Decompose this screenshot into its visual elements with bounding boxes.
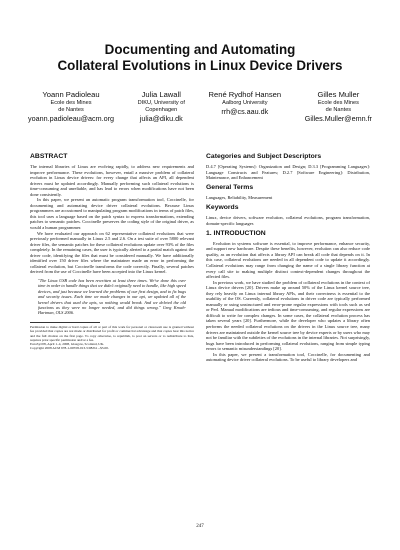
author-email: yoann.padioleau@acm.org: [28, 114, 115, 123]
title-line-1: Documenting and Automating: [104, 42, 296, 57]
abstract-paragraph-1: The internal libraries of Linux are evolving rapidly, to address new requirements and improve performance. These evolutions, however, entail a massive problem of collateral evolution in Linux device drivers: for every change that affects an API, all dependent drivers must be updated accordingly. Manually performing such collateral evolutions is time-consuming and unreliable, and has lead to errors when modifications have not been done consistently.: [30, 164, 194, 197]
introduction-paragraph-1: Evolution in systems software is essential, to improve performance, enhance security, and support new hardware. Despite these benefits, however, evolution can also reduce code quality, as an evolution that affects a library API can break all code that depends on it. In this case, collateral evolutions are needed in all dependent code to update it accordingly. Collateral evolutions may range from changing the name of a single library function at every call site to making multiple distinct context-dependent changes throughout the affected files.: [206, 240, 370, 280]
author-padioleau: [28, 90, 114, 123]
author-email: rrh@cs.aau.dk: [221, 107, 269, 116]
abstract-paragraph-3: We have evaluated our approach on 62 representative collateral evolutions that were previously performed manually in Linux 2.5 and 2.6. On a test suite of over 5800 relevant driver files, the semantic patches for these collateral evolutions update over 93% of the files completely. In the remaining cases, the user is typically alerted to a partial match against the driver code, identifying the files that must be considered manually. We have additionally identified over 150 driver files where the maintainer made an error in performing the collateral evolution, but Coccinelle transforms the code correctly. Finally, several patches derived from the use of Coccinelle have been accepted into the Linux kernel.: [30, 230, 194, 275]
copyright-line: Copyright 2008 ACM 978-1-60558-013-5/08/04 ...$5.00.: [30, 346, 109, 351]
abstract-heading: ABSTRACT: [30, 153, 68, 160]
author-affiliation: de Nantes: [325, 107, 352, 113]
author-email: julia@diku.dk: [139, 114, 183, 123]
author-affiliation: DIKU, University of: [137, 100, 185, 106]
author-name: René Rydhof Hansen: [208, 90, 282, 99]
venue-line: EuroSys'08, April 1–4, 2008, Glasgow, Scotland, UK.: [30, 342, 105, 347]
right-column: [206, 152, 370, 363]
author-affiliation: de Nantes: [58, 107, 84, 113]
introduction-paragraph-3: In this paper, we present a transformation tool, Coccinelle, for documenting and automating device driver collateral evolutions. To be useful to library developers and: [206, 351, 370, 363]
author-affiliation: Ecole des Mines: [317, 100, 359, 106]
author-hansen: [209, 90, 282, 123]
keywords-text: Linux, device drivers, software evolution, collateral evolutions, program transformation, domain-specific languages: [206, 215, 370, 226]
author-block: [28, 90, 372, 123]
epigraph-quote: "The Linux USB code has been rewritten at least three times. We've done this over time in order to handle things that we didn't originally need to handle, like high speed devices, and just because we learned the problems of our first design, and to fix bugs and security issues. Each time we made changes in our api, we updated all of the kernel drivers that used the apis, so nothing would break. And we deleted the old functions as they were no longer needed, and did things wrong." Greg Kroah-Hartman, OLS 2006.: [38, 277, 186, 316]
author-name: Julia Lawall: [141, 90, 181, 99]
author-lawall: [138, 90, 185, 123]
permission-notice: Permission to make digital or hard copies of all or part of this work for personal or classroom use is granted without fee provided that copies are not made or distributed for profit or commercial advantage and that copies bear this notice and the full citation on the first page. To copy otherwise, to republish, to post on servers or to redistribute to lists, requires prior specific permission and/or a fee.: [30, 325, 194, 342]
author-muller: [305, 90, 372, 123]
paper-title: [30, 42, 370, 74]
abstract-paragraph-2: In this paper, we present an automatic program transformation tool, Coccinelle, for documenting and automating device driver collateral evolutions. Because Linux programmers are accustomed to manipulating program modifications in terms of patch files, this tool uses a language based on the patch syntax to express transformations, extending patches to semantic patches. Coccinelle preserves the coding style of the original driver, as would a human programmer.: [30, 197, 194, 231]
introduction-heading: 1. INTRODUCTION: [206, 229, 266, 237]
keywords-heading: Keywords: [206, 204, 239, 212]
general-terms-text: Languages, Reliability, Measurement: [206, 195, 273, 201]
author-affiliation: Copenhagen: [145, 107, 178, 113]
author-affiliation: Ecole des Mines: [50, 100, 92, 106]
footnote-rule: [30, 322, 100, 323]
author-name: Gilles Muller: [317, 90, 360, 99]
categories-text: D.4.7 [Operating Systems]: Organization and Design; D.3.3 [Programming Languages]: Language Constructs and Features; D.2.7 [Software Engineering]: Distribution, Maintenance, and Enhancement: [206, 164, 370, 181]
author-email: Gilles.Muller@emn.fr: [304, 114, 372, 123]
author-affiliation: Aalborg University: [222, 100, 268, 106]
introduction-paragraph-2: In previous work, we have studied the problem of collateral evolutions in the context of Linux device drivers [20]. Drivers make up around 50% of the Linux kernel source tree, they rely heavily on Linux internal library APIs, and their correctness is essential to the usability of the OS. Currently, collateral evolutions in driver code are typically performed manually or using unstructured and error-prone regular expressions with tools such as sed or Perl. Manual modifications are tedious and time-consuming, and regular expressions are difficult to write for complex changes. In some cases, the collateral evolution process has taken several years [20]. Furthermore, while the developer who updates a library often performs the needed collateral evolutions on the drivers in the Linux source tree, many drivers are maintained outside the kernel source tree by device experts or by users who may not be familiar with the subtleties of the evolutions in the internal libraries. Not surprisingly, bugs have been introduced in performing collateral evolutions, ranging from simple typing errors to semantic misunderstandings [20].: [206, 279, 370, 352]
left-column: [30, 152, 194, 351]
author-name: Yoann Padioleau: [42, 90, 100, 99]
categories-heading: Categories and Subject Descriptors: [206, 153, 322, 160]
general-terms-heading: General Terms: [206, 184, 254, 192]
title-line-2: Collateral Evolutions in Linux Device Drivers: [57, 58, 343, 73]
page-number: 247: [196, 524, 204, 529]
